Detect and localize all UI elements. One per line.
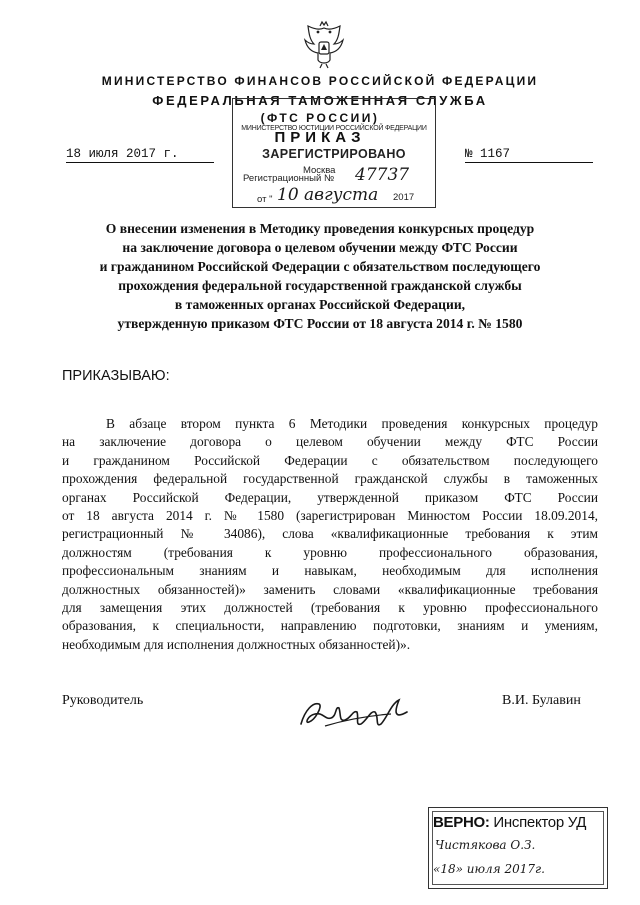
body-line: прохождения федеральной государственной гражданской службы в таможенных	[62, 471, 598, 487]
title-line: прохождения федеральной государственной гражданской службы	[118, 278, 522, 293]
stamp-dept: УД	[567, 814, 587, 831]
stamp-status: ЗАРЕГИСТРИРОВАНО	[262, 147, 406, 161]
stamp-ministry: МИНИСТЕРСТВО ЮСТИЦИИ РОССИЙСКОЙ ФЕДЕРАЦИИ	[241, 125, 427, 132]
body-line: профессиональным знаниям и навыкам, необходимым для исполнения	[62, 563, 598, 579]
stamp-date-handwritten: «18» июля	[433, 862, 501, 876]
title-line: О внесении изменения в Методику проведения конкурсных процедур	[105, 221, 535, 236]
order-date: 18 июля 2017 г.	[66, 147, 214, 163]
stamp-verno-line	[433, 814, 586, 831]
body-line: регистрационный № 34086), слова «квалификационные требования к этим	[62, 526, 598, 542]
body-line: на заключение договора о целевом обучении между ФТС России	[62, 434, 598, 450]
service-heading: ФЕДЕРАЛЬНАЯ ТАМОЖЕННАЯ СЛУЖБА	[152, 93, 488, 108]
stamp-reg-number: 47737	[355, 165, 410, 185]
document-type: ПРИКАЗ	[274, 129, 366, 146]
stamp-date-prefix: от "	[257, 194, 273, 205]
body-line: образования, к специальности, направлению подготовки, знаниям и умениям,	[62, 618, 598, 634]
stamp-date-year: 2017	[393, 192, 415, 203]
body-line: должностям (требования к уровню профессионального образования,	[62, 544, 598, 560]
order-directive: ПРИКАЗЫВАЮ:	[62, 368, 170, 384]
stamp-reg-label: Регистрационный №	[243, 173, 335, 184]
order-title	[40, 219, 600, 333]
stamp-verno: ВЕРНО:	[433, 814, 490, 831]
title-line: на заключение договора о целевом обучении между ФТС России	[122, 240, 518, 255]
title-line: в таможенных органах Российской Федерации,	[174, 297, 466, 312]
stamp-city: Москва	[303, 165, 336, 176]
stamp-role: Инспектор	[493, 814, 564, 831]
body-line: органах Российской Федерации, утвержденной приказом ФТС России	[62, 489, 598, 505]
stamp-date-handwritten: 10 августа	[277, 185, 379, 205]
order-body	[62, 415, 598, 654]
body-line: от 18 августа 2014 г. № 1580 (зарегистрирован Минюстом России 18.09.2014,	[62, 507, 598, 523]
coat-of-arms-emblem	[300, 20, 348, 70]
signer-name: В.И. Булавин	[502, 693, 581, 708]
title-line: и гражданином Российской Федерации с обязательством последующего	[99, 259, 541, 274]
body-line: необходимым для исполнения должностных обязанностей)».	[62, 636, 411, 652]
stamp-year: 2017г.	[504, 862, 545, 876]
ministry-heading: МИНИСТЕРСТВО ФИНАНСОВ РОССИЙСКОЙ ФЕДЕРАЦИИ	[101, 74, 539, 88]
service-abbreviation: (ФТС РОССИИ)	[260, 111, 380, 125]
body-line: должностных обязанностей)» заменить словами «квалификационные требования	[62, 581, 598, 597]
title-line: утвержденную приказом ФТС России от 18 августа 2014 г. № 1580	[117, 316, 523, 331]
stamp-date-line	[433, 862, 545, 876]
registration-stamp	[232, 98, 436, 208]
body-line: В абзаце втором пункта 6 Методики проведения конкурсных процедур	[106, 416, 598, 431]
certification-stamp	[428, 807, 608, 889]
signer-position: Руководитель	[62, 693, 144, 708]
handwritten-signature	[295, 690, 415, 734]
stamp-name-handwritten: Чистякова О.З.	[435, 838, 536, 852]
body-line: для замещения этих должностей (требования к уровню профессионального	[62, 599, 598, 615]
order-number: № 1167	[465, 147, 593, 163]
body-line: и гражданином Российской Федерации с обязательством последующего	[62, 452, 598, 468]
